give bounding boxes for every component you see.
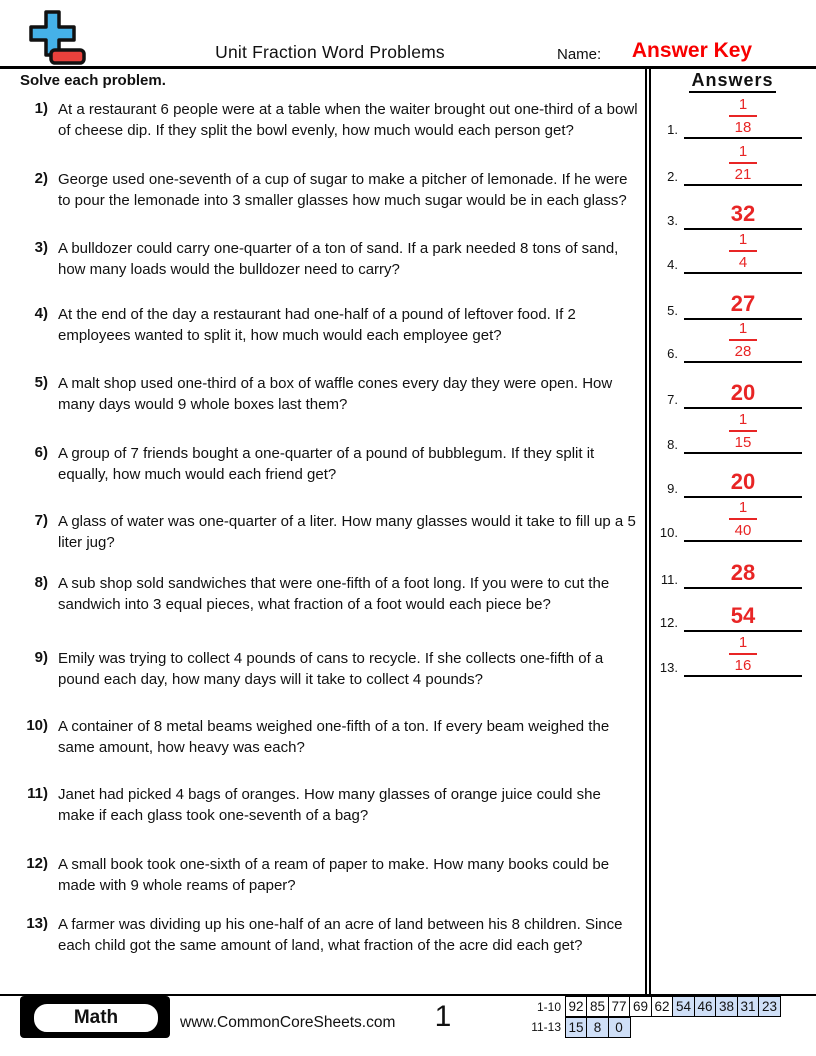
problem-text: A bulldozer could carry one-quarter of a ton of sand. If a park needed 8 tons of sand, how many loads would the bulldozer need to carry? [58,240,619,278]
problem-item [0,717,640,758]
answer-slot [646,448,804,498]
problem-text: A glass of water was one-quarter of a liter. How many glasses would it take to fill up a 5 liter jug? [58,513,636,551]
answer-slot [646,492,804,542]
fraction-denominator: 4 [738,254,748,271]
problem-text: A container of 8 metal beams weighed one-fifth of a ton. If every beam weighed the same amount, how heavy was each? [58,718,610,756]
score-cell: 92 [565,996,588,1017]
score-table-row [515,996,781,1017]
problem-item [0,170,640,211]
problem-number: 6) [34,444,48,461]
problem-text: A farmer was dividing up his one-half of an acre of land between his 8 children. Since each child got the same amount of land, what fraction of the acre did each get? [58,916,623,954]
score-cell: 46 [694,996,717,1017]
fraction-answer [729,321,757,361]
problem-item [0,855,640,896]
plus-minus-logo-icon [18,6,88,68]
answer-number-label: 2. [667,169,678,184]
problem-text: George used one-seventh of a cup of sugar to make a pitcher of lemonade. If he were to pour the lemonade into 3 smaller glasses how much sugar would be in each glass? [58,171,628,209]
answer-slot [646,89,804,139]
problem-number: 9) [34,649,48,666]
fraction-numerator: 1 [738,499,748,516]
problem-number: 3) [34,239,48,256]
answer-value [684,144,802,184]
problem-item [0,574,640,615]
logo-minus-shape [51,50,84,63]
page-title: Unit Fraction Word Problems [215,42,445,62]
whole-number-answer: 54 [730,603,756,628]
fraction-answer [729,97,757,137]
score-table-row [515,1017,631,1038]
problem-item [0,100,640,141]
answer-value [684,412,802,452]
problem-item [0,512,640,553]
website-url: www.CommonCoreSheets.com [180,1014,396,1031]
answer-slot [646,224,804,274]
answers-title-text: Answers [689,70,775,93]
whole-number-answer: 27 [730,291,756,316]
fraction-answer [729,144,757,184]
answer-number-label: 5. [667,303,678,318]
score-cell: 15 [565,1017,588,1038]
score-cell: 38 [715,996,738,1017]
fraction-numerator: 1 [738,96,748,113]
fraction-numerator: 1 [738,320,748,337]
answer-blank-line [684,675,802,677]
name-value-answer-key: Answer Key [631,39,753,62]
fraction-denominator: 16 [734,657,752,674]
problem-text: Emily was trying to collect 4 pounds of cans to recycle. If she collects one-fifth of a pound each day, how many days will it take to collect 4 pounds? [58,650,604,688]
name-label: Name: [557,46,602,63]
problem-item [0,305,640,346]
problem-item [0,444,640,485]
problem-number: 2) [34,170,48,187]
problem-number: 8) [34,574,48,591]
whole-number-answer: 28 [730,560,756,585]
fraction-answer [729,635,757,675]
answer-slot [646,627,804,677]
instruction-text: Solve each problem. [20,72,166,89]
answer-number-label: 7. [667,392,678,407]
whole-number-answer: 20 [730,380,756,405]
problem-number: 4) [34,305,48,322]
answer-value [684,321,802,361]
score-cell: 62 [651,996,674,1017]
fraction-numerator: 1 [738,634,748,651]
problem-text: At a restaurant 6 people were at a table when the waiter brought out one-third of a bowl of cheese dip. If they split the bowl evenly, how much would each person get? [58,101,638,139]
score-cell: 69 [629,996,652,1017]
problem-number: 13) [26,915,48,932]
answers-column-title [655,70,810,91]
score-cell: 0 [608,1017,631,1038]
answer-number-label: 4. [667,257,678,272]
fraction-answer [729,500,757,540]
score-cell: 31 [737,996,760,1017]
answer-number-label: 13. [659,660,678,675]
problem-text: At the end of the day a restaurant had one-half of a pound of leftover food. If 2 employees wanted to split it, how much would each employee get? [58,306,576,344]
answer-value [684,500,802,540]
problem-text: A small book took one-sixth of a ream of paper to make. How many books could be made with 9 whole reams of paper? [58,856,610,894]
problem-item [0,239,640,280]
fraction-denominator: 28 [734,343,752,360]
subject-badge-label: Math [31,1001,161,1035]
problem-item [0,649,640,690]
score-cell: 85 [586,996,609,1017]
fraction-numerator: 1 [738,143,748,160]
answer-value [684,97,802,137]
answer-slot [646,136,804,186]
problem-text: A malt shop used one-third of a box of waffle cones every day they were open. How many days would 9 whole boxes last them? [58,375,613,413]
fraction-numerator: 1 [738,231,748,248]
problem-item [0,374,640,415]
score-cell: 8 [586,1017,609,1038]
header-divider-line [0,66,816,69]
fraction-denominator: 40 [734,522,752,539]
problem-number: 11) [27,785,48,802]
problem-item [0,785,640,826]
answer-number-label: 3. [667,213,678,228]
score-cell: 77 [608,996,631,1017]
score-cell: 54 [672,996,695,1017]
answer-number-label: 6. [667,346,678,361]
problem-text: A group of 7 friends bought a one-quarter of a pound of bubblegum. If they split it equally, how much would each friend get? [58,445,595,483]
page-number: 1 [434,1000,452,1033]
problem-text: Janet had picked 4 bags of oranges. How many glasses of orange juice could she make if each glass took one-seventh of a bag? [58,786,601,824]
score-cell: 23 [758,996,781,1017]
problem-number: 12) [26,855,48,872]
problem-number: 5) [34,374,48,391]
problem-item [0,915,640,956]
problem-number: 1) [34,100,48,117]
problem-number: 7) [34,512,48,529]
answer-number-label: 11. [660,572,678,587]
answer-value [684,232,802,272]
score-row-label: 11-13 [531,1020,561,1034]
answer-slot [646,180,804,230]
fraction-denominator: 21 [734,166,752,183]
fraction-answer [729,232,757,272]
problem-number: 10) [26,717,48,734]
answer-value [684,635,802,675]
answer-number-label: 1. [667,122,678,137]
whole-number-answer: 32 [730,201,756,226]
fraction-answer [729,412,757,452]
answer-slot [646,404,804,454]
subject-badge [20,996,170,1038]
answer-slot [646,582,804,632]
problem-text: A sub shop sold sandwiches that were one-fifth of a foot long. If you were to cut the sandwich into 3 equal pieces, what fraction of a foot would each piece be? [58,575,610,613]
fraction-denominator: 15 [734,434,752,451]
fraction-numerator: 1 [738,411,748,428]
answer-slot [646,313,804,363]
answer-slot [646,359,804,409]
whole-number-answer: 20 [730,469,756,494]
fraction-denominator: 18 [734,119,752,136]
answer-number-label: 8. [667,437,678,452]
answer-number-label: 12. [659,615,678,630]
answer-number-label: 10. [659,525,678,540]
answer-number-label: 9. [667,481,678,496]
score-row-label: 1-10 [536,999,561,1014]
